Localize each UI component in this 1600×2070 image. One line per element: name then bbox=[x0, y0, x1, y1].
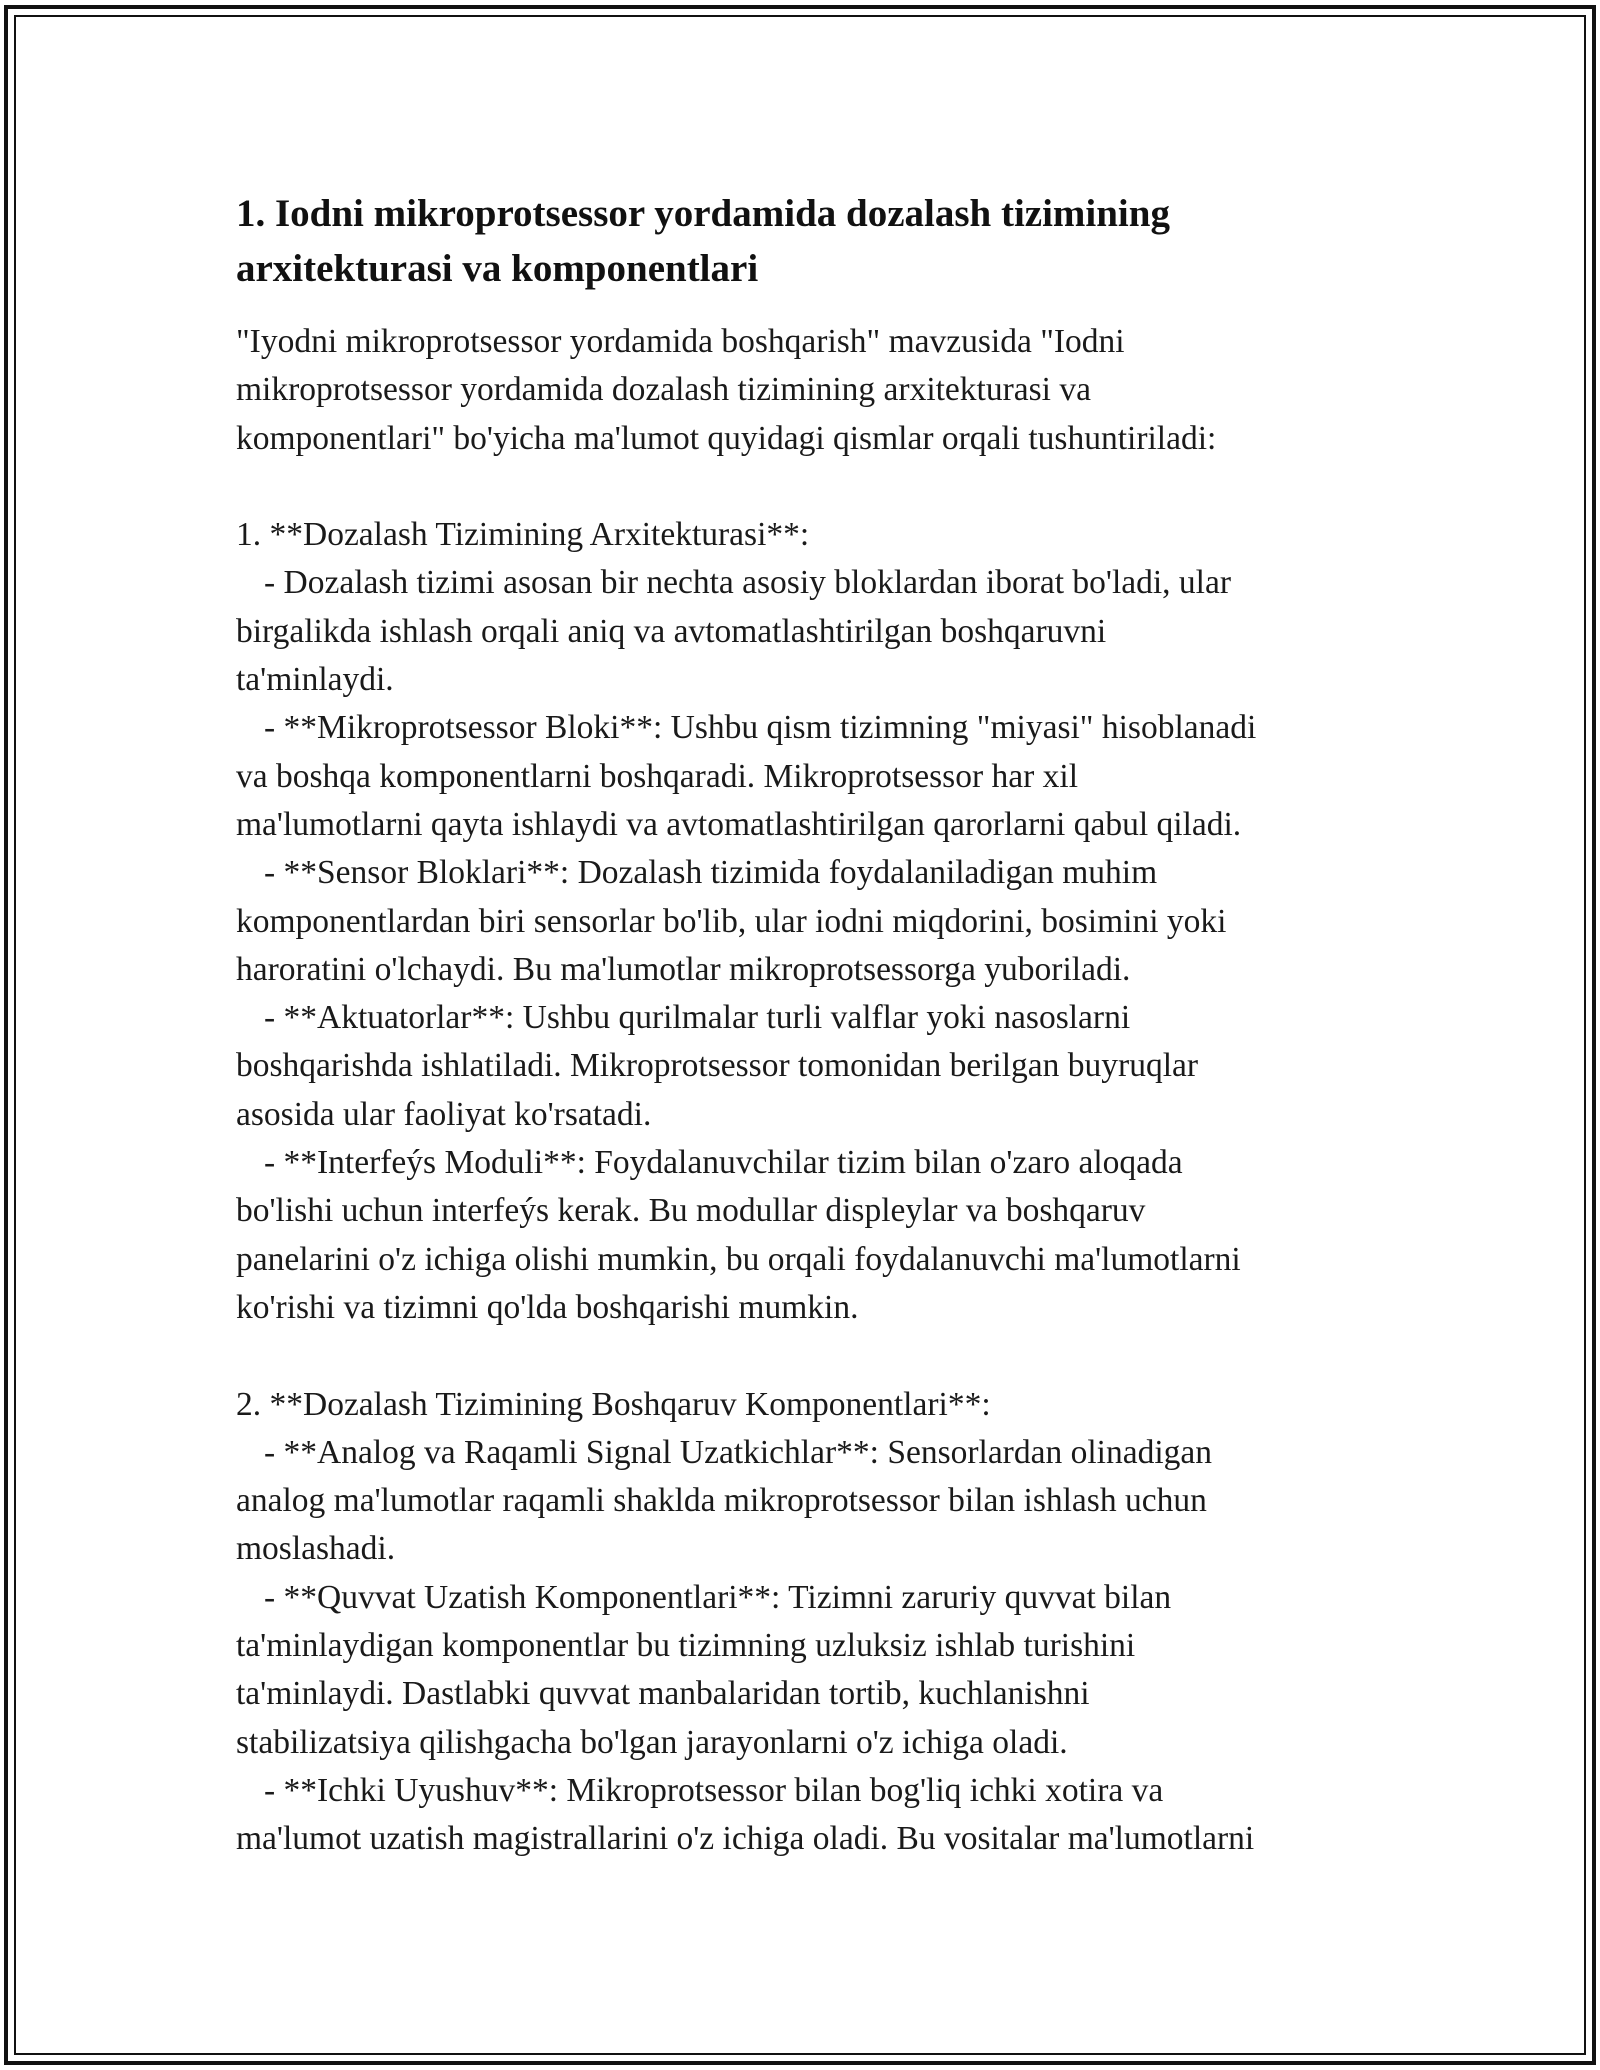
section-1-line: ma'lumotlarni qayta ishlaydi va avtomatlashtirilgan qarorlarni qabul qiladi. bbox=[236, 805, 1242, 843]
section-2-line: ta'minlaydi. Dastlabki quvvat manbalaridan tortib, kuchlanishni bbox=[236, 1675, 1090, 1713]
section-1-bullet: - **Interfeýs Moduli**: Foydalanuvchilar tizim bilan o'zaro aloqada bbox=[264, 1144, 1183, 1182]
section-1-bullet: - **Mikroprotsessor Bloki**: Ushbu qism tizimning "miyasi" hisoblanadi bbox=[264, 709, 1257, 747]
section-1-title: 1. **Dozalash Tizimining Arxitekturasi**: bbox=[236, 516, 810, 554]
section-2-line: ta'minlaydigan komponentlar bu tizimning uzluksiz ishlab turishini bbox=[236, 1627, 1136, 1665]
section-1-line: komponentlardan biri sensorlar bo'lib, ular iodni miqdorini, bosimini yoki bbox=[236, 902, 1227, 940]
section-2-bullet: - **Quvvat Uzatish Komponentlari**: Tizimni zaruriy quvvat bilan bbox=[264, 1578, 1172, 1616]
intro-line: "Iyodni mikroprotsessor yordamida boshqarish" mavzusida "Iodni bbox=[236, 323, 1125, 360]
intro-line: mikroprotsessor yordamida dozalash tizimining arxitekturasi va bbox=[236, 371, 1091, 409]
intro-paragraph bbox=[236, 318, 1376, 463]
section-1-line: ta'minlaydi. bbox=[236, 661, 394, 699]
section-2-line: ma'lumot uzatish magistrallarini o'z ichiga oladi. Bu vositalar ma'lumotlarni bbox=[236, 1820, 1255, 1858]
section-1-bullet: - **Sensor Bloklari**: Dozalash tizimida foydalaniladigan muhim bbox=[264, 854, 1158, 892]
section-1-line: ko'rishi va tizimni qo'lda boshqarishi mumkin. bbox=[236, 1288, 859, 1326]
section-heading bbox=[236, 186, 1376, 318]
section-1-line: asosida ular faoliyat ko'rsatadi. bbox=[236, 1095, 652, 1133]
document-body bbox=[236, 186, 1376, 1864]
section-2 bbox=[236, 1381, 1376, 1864]
section-1-line: panelarini o'z ichiga olishi mumkin, bu orqali foydalanuvchi ma'lumotlarni bbox=[236, 1240, 1241, 1278]
heading-line-1: 1. Iodni mikroprotsessor yordamida dozalash tizimining bbox=[236, 192, 1170, 235]
section-1 bbox=[236, 511, 1376, 1332]
section-2-line: moslashadi. bbox=[236, 1530, 396, 1568]
section-2-bullet: - **Ichki Uyushuv**: Mikroprotsessor bilan bog'liq ichki xotira va bbox=[264, 1771, 1164, 1809]
section-1-bullet: - Dozalash tizimi asosan bir nechta asosiy bloklardan iborat bo'ladi, ular bbox=[264, 564, 1232, 602]
paragraph-gap bbox=[236, 1332, 1376, 1380]
section-2-title: 2. **Dozalash Tizimining Boshqaruv Komponentlari**: bbox=[236, 1385, 991, 1423]
heading-line-2: arxitekturasi va komponentlari bbox=[236, 247, 759, 290]
section-2-line: stabilizatsiya qilishgacha bo'lgan jarayonlarni o'z ichiga oladi. bbox=[236, 1723, 1068, 1761]
section-1-line: birgalikda ishlash orqali aniq va avtomatlashtirilgan boshqaruvni bbox=[236, 612, 1107, 650]
section-1-line: haroratini o'lchaydi. Bu ma'lumotlar mikroprotsessorga yuboriladi. bbox=[236, 950, 1131, 988]
paragraph-gap bbox=[236, 463, 1376, 511]
section-1-line: va boshqa komponentlarni boshqaradi. Mikroprotsessor har xil bbox=[236, 757, 1078, 795]
section-2-line: analog ma'lumotlar raqamli shaklda mikroprotsessor bilan ishlash uchun bbox=[236, 1482, 1207, 1520]
section-2-bullet: - **Analog va Raqamli Signal Uzatkichlar**: Sensorlardan olinadigan bbox=[264, 1433, 1212, 1471]
section-1-line: boshqarishda ishlatiladi. Mikroprotsessor tomonidan berilgan buyruqlar bbox=[236, 1047, 1199, 1085]
section-1-line: bo'lishi uchun interfeýs kerak. Bu modullar displeylar va boshqaruv bbox=[236, 1192, 1146, 1230]
intro-line: komponentlari" bo'yicha ma'lumot quyidagi qismlar orqali tushuntiriladi: bbox=[236, 419, 1217, 457]
section-1-bullet: - **Aktuatorlar**: Ushbu qurilmalar turli valflar yoki nasoslarni bbox=[264, 999, 1131, 1037]
